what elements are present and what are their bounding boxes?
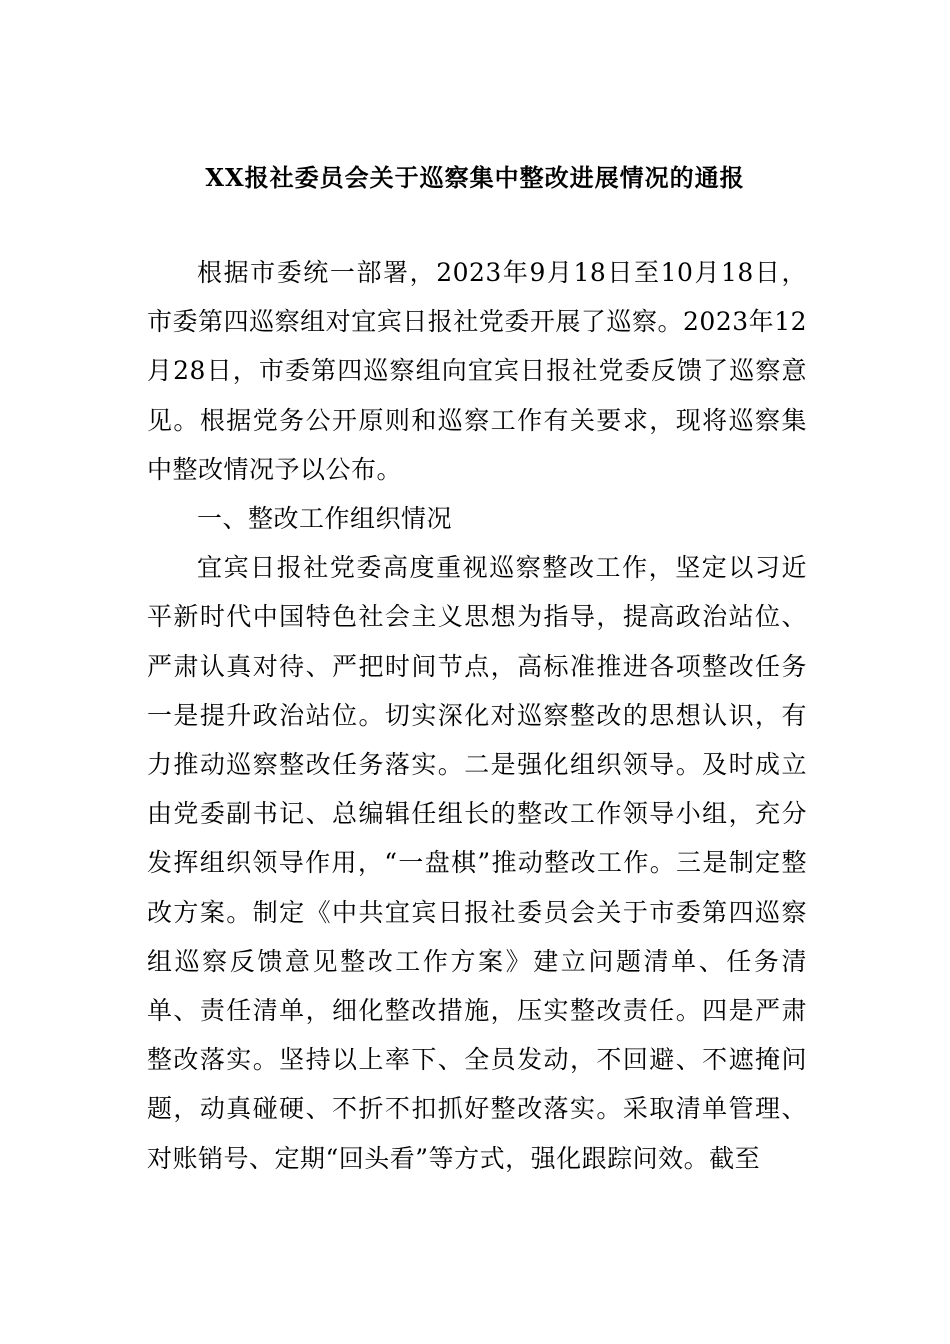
paragraph-intro: 根据市委统一部署，2023年9月18日至10月18日，市委第四巡察组对宜宾日报社党委开展了巡察。2023年12月28日，市委第四巡察组向宜宾日报社党委反馈了巡察意见。根据党务公开原则和巡察工作有关要求，现将巡察集中整改情况予以公布。: [147, 258, 807, 484]
section-heading: 一、整改工作组织情况: [197, 504, 453, 534]
document-body: [147, 248, 807, 1183]
document-title: XX报社委员会关于巡察集中整改进展情况的通报: [205, 163, 745, 192]
paragraph-organization: 宜宾日报社党委高度重视巡察整改工作，坚定以习近平新时代中国特色社会主义思想为指导，提高政治站位、严肃认真对待、严把时间节点，高标准推进各项整改任务一是提升政治站位。切实深化对巡察整改的思想认识，有力推动巡察整改任务落实。二是强化组织领导。及时成立由党委副书记、总编辑任组长的整改工作领导小组，充分发挥组织领导作用，“一盘棋”推动整改工作。三是制定整改方案。制定《中共宜宾日报社委员会关于市委第四巡察组巡察反馈意见整改工作方案》建立问题清单、任务清单、责任清单，细化整改措施，压实整改责任。四是严肃整改落实。坚持以上率下、全员发动，不回避、不遮掩问题，动真碰硬、不折不扣抓好整改落实。采取清单管理、对账销号、定期“回头看”等方式，强化跟踪问效。截至: [147, 553, 807, 1173]
